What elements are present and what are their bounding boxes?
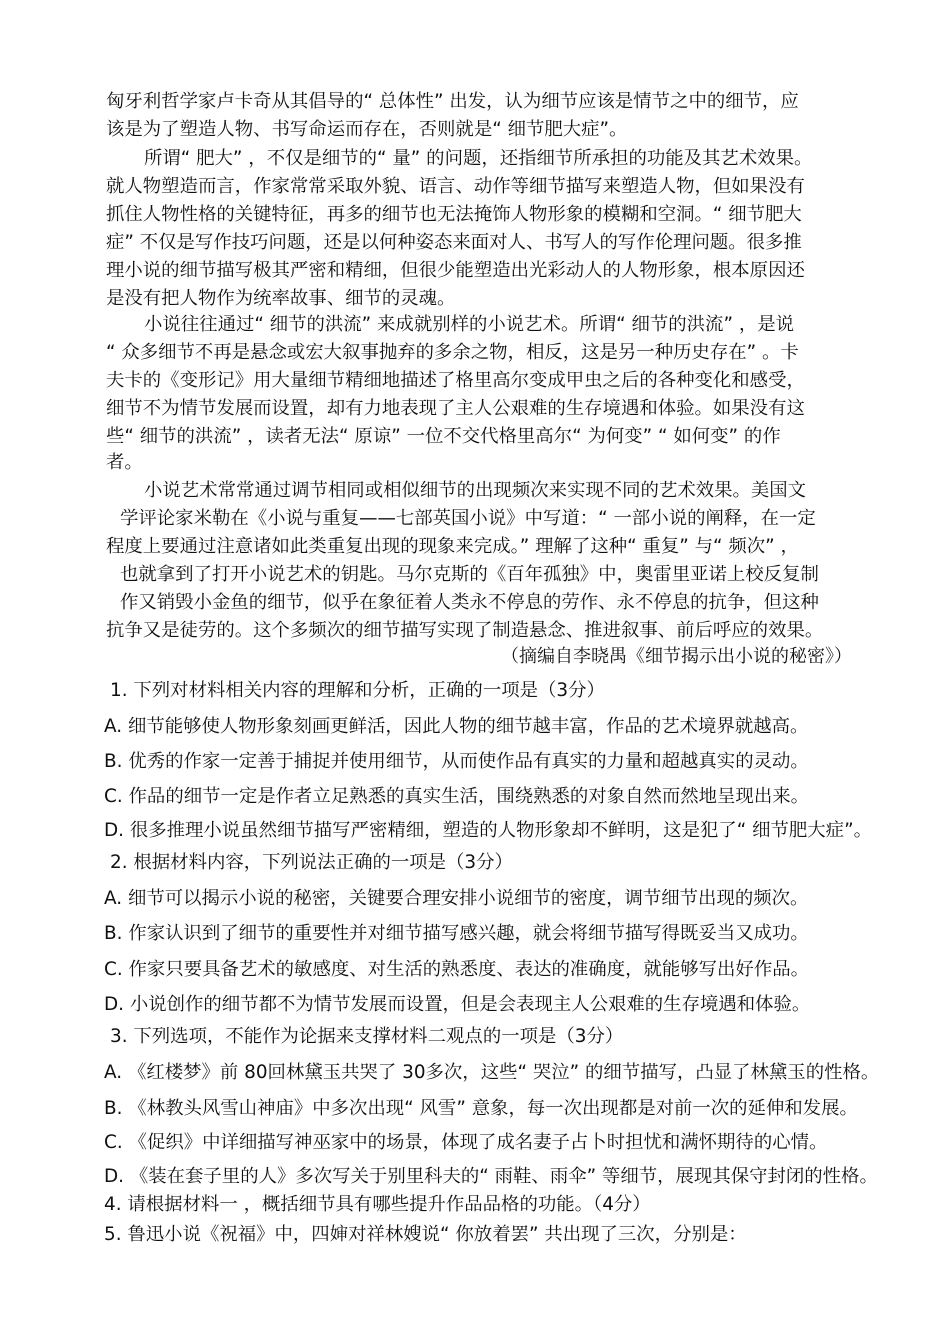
- question-1-option-b: B. 优秀的作家一定善于捕捉并使用细节，从而使作品有真实的力量和超越真实的灵动。: [104, 751, 809, 772]
- material-line: 者。: [106, 452, 143, 473]
- material-line: 小说艺术常常通过调节相同或相似细节的出现频次来实现不同的艺术效果。美国文: [144, 480, 807, 501]
- question-3-option-b: B. 《林教头风雪山神庙》中多次出现“ 风雪” 意象，每一次出现都是对前一次的延伸和发展。: [104, 1098, 858, 1119]
- question-4-stem: 4. 请根据材料一 ，概括细节具有哪些提升作品品格的功能。（4分）: [104, 1194, 651, 1215]
- material-line: 匈牙利哲学家卢卡奇从其倡导的“ 总体性” 出发，认为细节应该是情节之中的细节，应: [106, 91, 799, 112]
- question-1-option-a: A. 细节能够使人物形象刻画更鲜活，因此人物的细节越丰富，作品的艺术境界就越高。: [104, 716, 809, 737]
- material-line: 也就拿到了打开小说艺术的钥匙。马尔克斯的《百年孤独》中，奥雷里亚诺上校反复制: [120, 564, 819, 585]
- material-line: 该是为了塑造人物、书写命运而存在，否则就是“ 细节肥大症”。: [106, 119, 628, 140]
- source-citation: （摘编自李晓禺《细节揭示出小说的秘密》）: [501, 646, 852, 667]
- question-2-option-a: A. 细节可以揭示小说的秘密，关键要合理安排小说细节的密度，调节细节出现的频次。: [104, 888, 809, 909]
- material-line: 抓住人物性格的关键特征，再多的细节也无法掩饰人物形象的模糊和空洞。“ 细节肥大: [106, 204, 802, 225]
- material-line: 小说往往通过“ 细节的洪流” 来成就别样的小说艺术。所谓“ 细节的洪流” ，是说: [144, 314, 794, 335]
- material-line: 夫卡的《变形记》用大量细节精细地描述了格里高尔变成甲虫之后的各种变化和感受，: [106, 370, 805, 391]
- question-3-stem: 3. 下列选项，不能作为论据来支撑材料二观点的一项是（3分）: [110, 1026, 624, 1047]
- material-line: 学评论家米勒在《小说与重复——七部英国小说》中写道：“ 一部小说的阐释，在一定: [120, 508, 816, 529]
- material-line: “ 众多细节不再是悬念或宏大叙事抛弃的多余之物，相反，这是另一种历史存在” 。卡: [106, 342, 799, 363]
- material-line: 些“ 细节的洪流” ，读者无法“ 原谅” 一位不交代格里高尔“ 为何变” “ 如何变” 的作: [106, 426, 781, 447]
- question-2-option-c: C. 作家只要具备艺术的敏感度、对生活的熟悉度、表达的准确度，就能够写出好作品。: [104, 959, 809, 980]
- material-line: 细节不为情节发展而设置，却有力地表现了主人公艰难的生存境遇和体验。如果没有这: [106, 398, 805, 419]
- question-1-stem: 1. 下列对材料相关内容的理解和分析，正确的一项是（3分）: [110, 680, 605, 701]
- material-line: 程度上要通过注意诸如此类重复出现的现象来完成。” 理解了这种“ 重复” 与“ 频次” ，: [106, 536, 799, 557]
- material-line: 抗争又是徒劳的。这个多频次的细节描写实现了制造悬念、推进叙事、前后呼应的效果。: [106, 620, 824, 641]
- material-line: 是没有把人物作为统率故事、细节的灵魂。: [106, 288, 456, 309]
- question-3-option-d: D. 《装在套子里的人》多次写关于别里科夫的“ 雨鞋、雨伞” 等细节，展现其保守封闭的性格。: [104, 1166, 878, 1187]
- question-1-option-d: D. 很多推理小说虽然细节描写严密精细，塑造的人物形象却不鲜明，这是犯了“ 细节肥大症”。: [104, 820, 872, 841]
- question-2-option-d: D. 小说创作的细节都不为情节发展而设置，但是会表现主人公艰难的生存境遇和体验。: [104, 994, 811, 1015]
- question-3-option-c: C. 《促织》中详细描写神巫家中的场景，体现了成名妻子占卜时担忧和满怀期待的心情。: [104, 1132, 828, 1153]
- question-2-stem: 2. 根据材料内容，下列说法正确的一项是（3分）: [110, 852, 513, 873]
- question-5-stem: 5. 鲁迅小说《祝福》中，四婶对祥林嫂说“ 你放着罢” 共出现了三次，分别是：: [104, 1224, 747, 1245]
- question-3-option-a: A. 《红楼梦》前 80回林黛玉共哭了 30多次，这些“ 哭泣” 的细节描写，凸显了林黛玉的性格。: [104, 1062, 880, 1083]
- question-1-option-c: C. 作品的细节一定是作者立足熟悉的真实生活，围绕熟悉的对象自然而然地呈现出来。: [104, 786, 809, 807]
- material-line: 理小说的细节描写极其严密和精细，但很少能塑造出光彩动人的人物形象，根本原因还: [106, 260, 805, 281]
- question-2-option-b: B. 作家认识到了细节的重要性并对细节描写感兴趣，就会将细节描写得既妥当又成功。: [104, 923, 809, 944]
- material-line: 就人物塑造而言，作家常常采取外貌、语言、动作等细节描写来塑造人物，但如果没有: [106, 176, 805, 197]
- material-line: 所谓“ 肥大” ，不仅是细节的“ 量” 的问题，还指细节所承担的功能及其艺术效果。: [144, 148, 813, 169]
- material-line: 作又销毁小金鱼的细节，似乎在象征着人类永不停息的劳作、永不停息的抗争，但这种: [120, 592, 819, 613]
- material-line: 症” 不仅是写作技巧问题，还是以何种姿态来面对人、书写人的写作伦理问题。很多推: [106, 232, 802, 253]
